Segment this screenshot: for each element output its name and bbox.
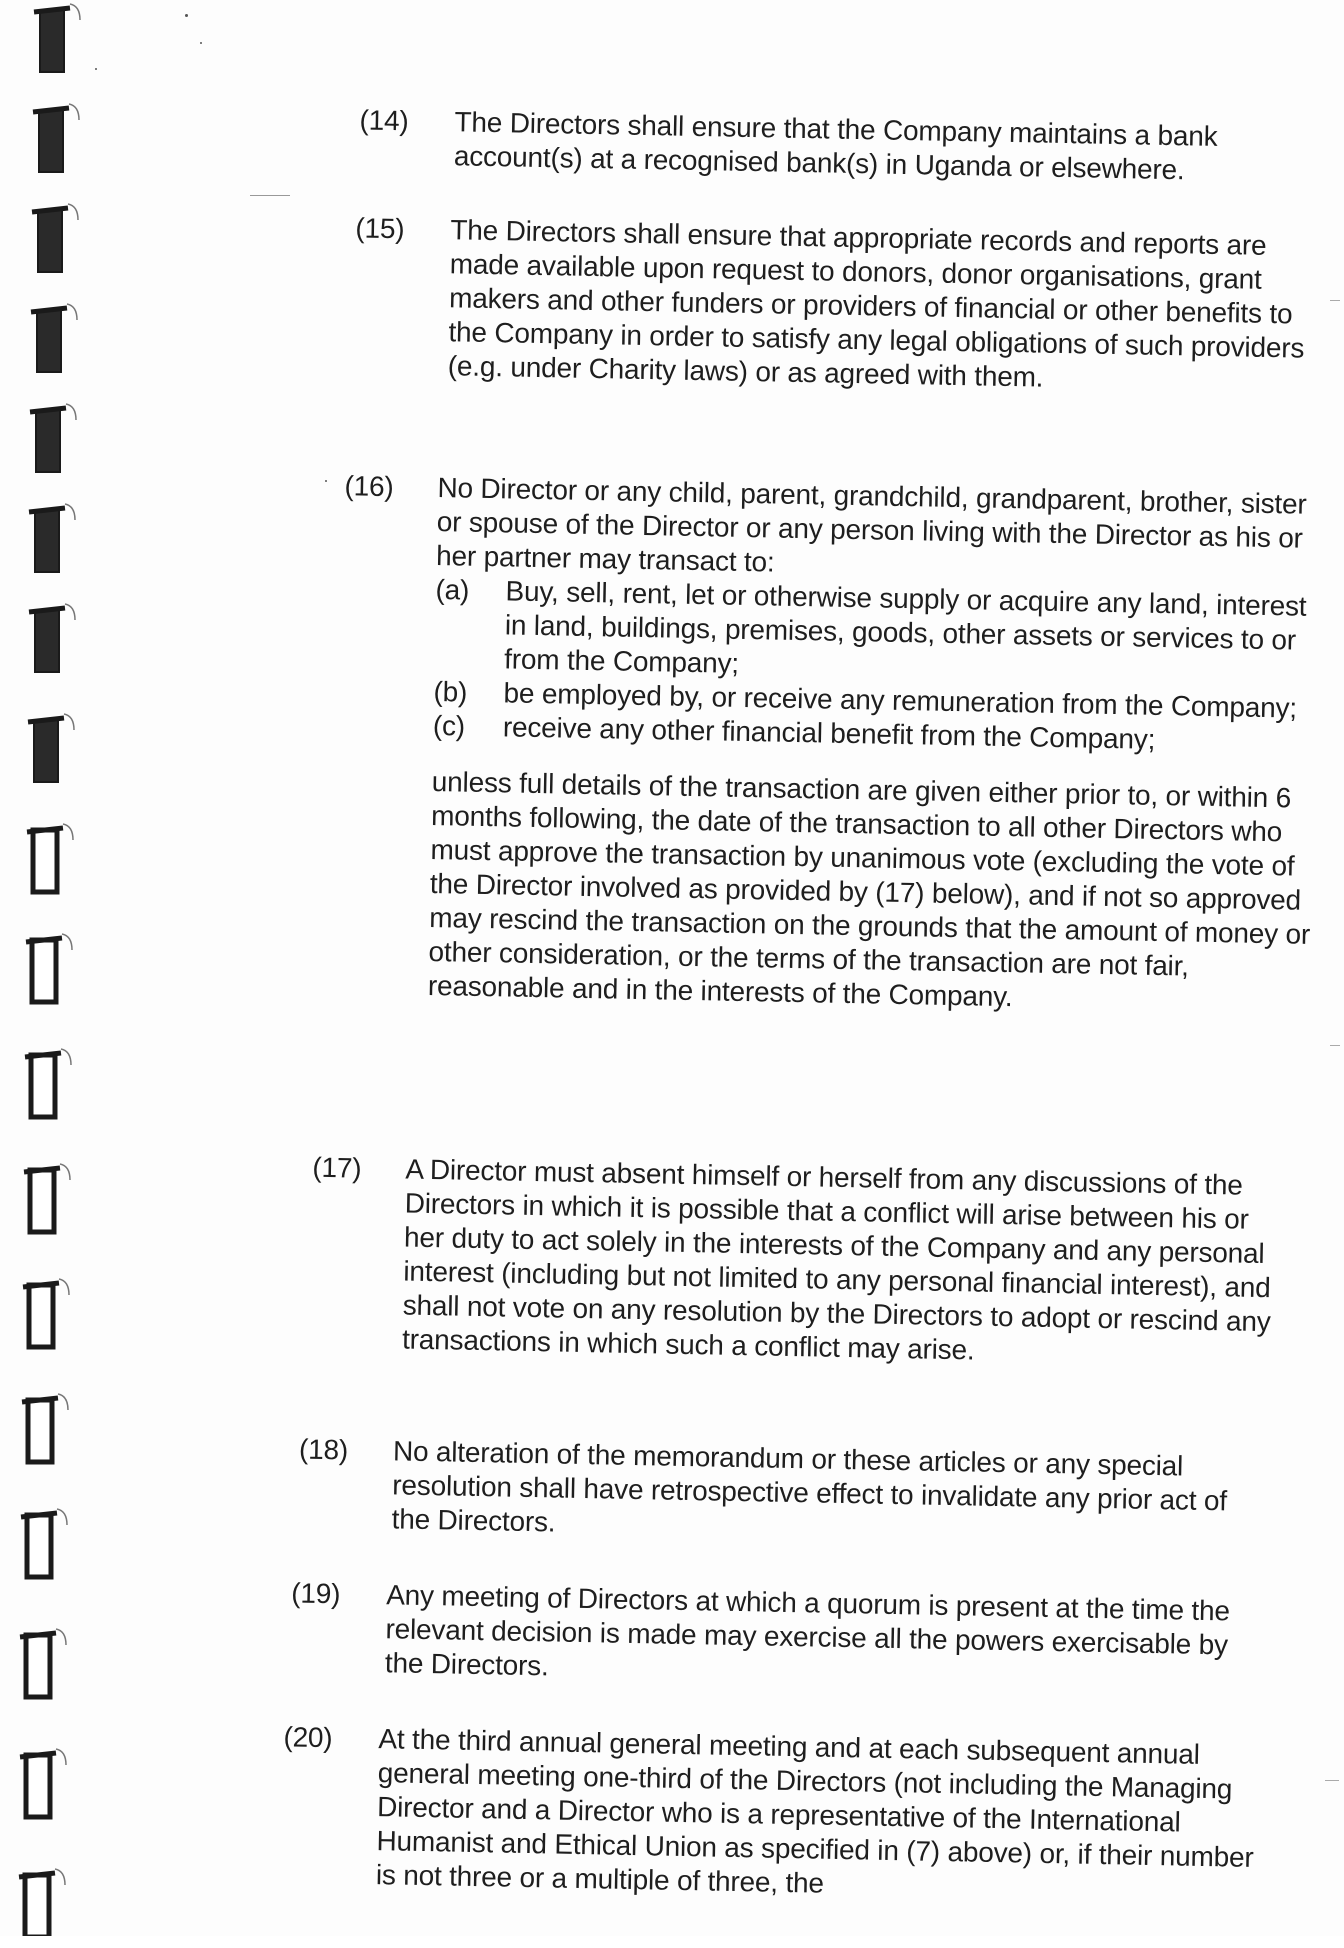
clause-text-block [391,1434,1233,1552]
subitem-label: (b) [433,675,468,708]
clause-number: (17) [312,1151,362,1184]
clause-text: No alteration of the memorandum or these articles or any special resolution shall have retrospective effect to invalidate any prior act of the Directors. [391,1435,1228,1538]
clause-number: (14) [359,104,409,137]
clause-number: (15) [355,212,405,245]
clause-text-block [402,1153,1286,1374]
clause-text-block [454,105,1325,190]
clause-text-block [428,471,1328,1020]
subitem-text: be employed by, or receive any remuneration from the Company; [503,677,1298,724]
clause-text: No Director or any child, parent, grandchild, grandparent, brother, sister or spouse of the Director or any person living with the Director as his or her partner may transact to: [435,472,1307,578]
subitem-label: (c) [432,709,466,742]
subitem-text: receive any other financial benefit from the Company; [502,711,1156,755]
clause-text: A Director must absent himself or herself from any discussions of the Directors in which it is possible that a conflict will arise between his or her duty to act solely in the interests of the Company and any personal interest (including but not limited to any personal financial interest), and shall not vote on any resolution by the Directors to adopt or rescind any transactions in which such a conflict may arise. [401,1153,1271,1366]
clause-text: Any meeting of Directors at which a quorum is present at the time the relevant decision is made may exercise all the powers exercisable by the Directors. [384,1579,1231,1682]
clause-text-block [385,1578,1237,1696]
clause-text: At the third annual general meeting and at each subsequent annual general meeting one-third of the Directors (not including the Managing Director and a Director who is a representative of the International Humanist and Ethical Union as specified in (7) above) or, if their number is not three or a multiple of three, the [375,1723,1254,1899]
clause-number: (18) [298,1433,349,1466]
subitem-label: (a) [435,574,470,606]
clause-number: (19) [290,1577,341,1610]
clause-text: The Directors shall ensure that appropriate records and reports are made available upon request to donors, donor organisations, grant makers and other funders or providers of financial or other benefits to the Company in order to satisfy any legal obligations of such providers (e.g. under Charity laws) or as agreed with them. [447,214,1305,393]
clause-text-block [448,213,1331,400]
clause-tail-text: unless full details of the transaction are given either prior to, or within 6 months following, the date of the transaction to all other Directors who must approve the transaction by unanimous vote (excluding the vote of the Director involved as provided by (17) below), and if not so approved may rescind the transaction on the grounds that the amount of money or other consideration, or the terms of the transaction are not fair, reasonable and in the interests of the Company. [427,765,1311,1013]
subitem-text: Buy, sell, rent, let or otherwise supply or acquire any land, interest in land, buildings, premises, goods, other assets or services to or from the Company; [503,575,1307,679]
clause-text: The Directors shall ensure that the Company maintains a bank account(s) at a recognised bank(s) in Uganda or elsewhere. [453,106,1218,186]
clause-number: (20) [283,1721,333,1754]
clause-number: (16) [344,470,394,503]
scan-speck [1330,1045,1340,1046]
scan-speck [1325,1780,1339,1781]
subitem-a [434,573,1326,692]
clause-text-block [376,1722,1259,1909]
